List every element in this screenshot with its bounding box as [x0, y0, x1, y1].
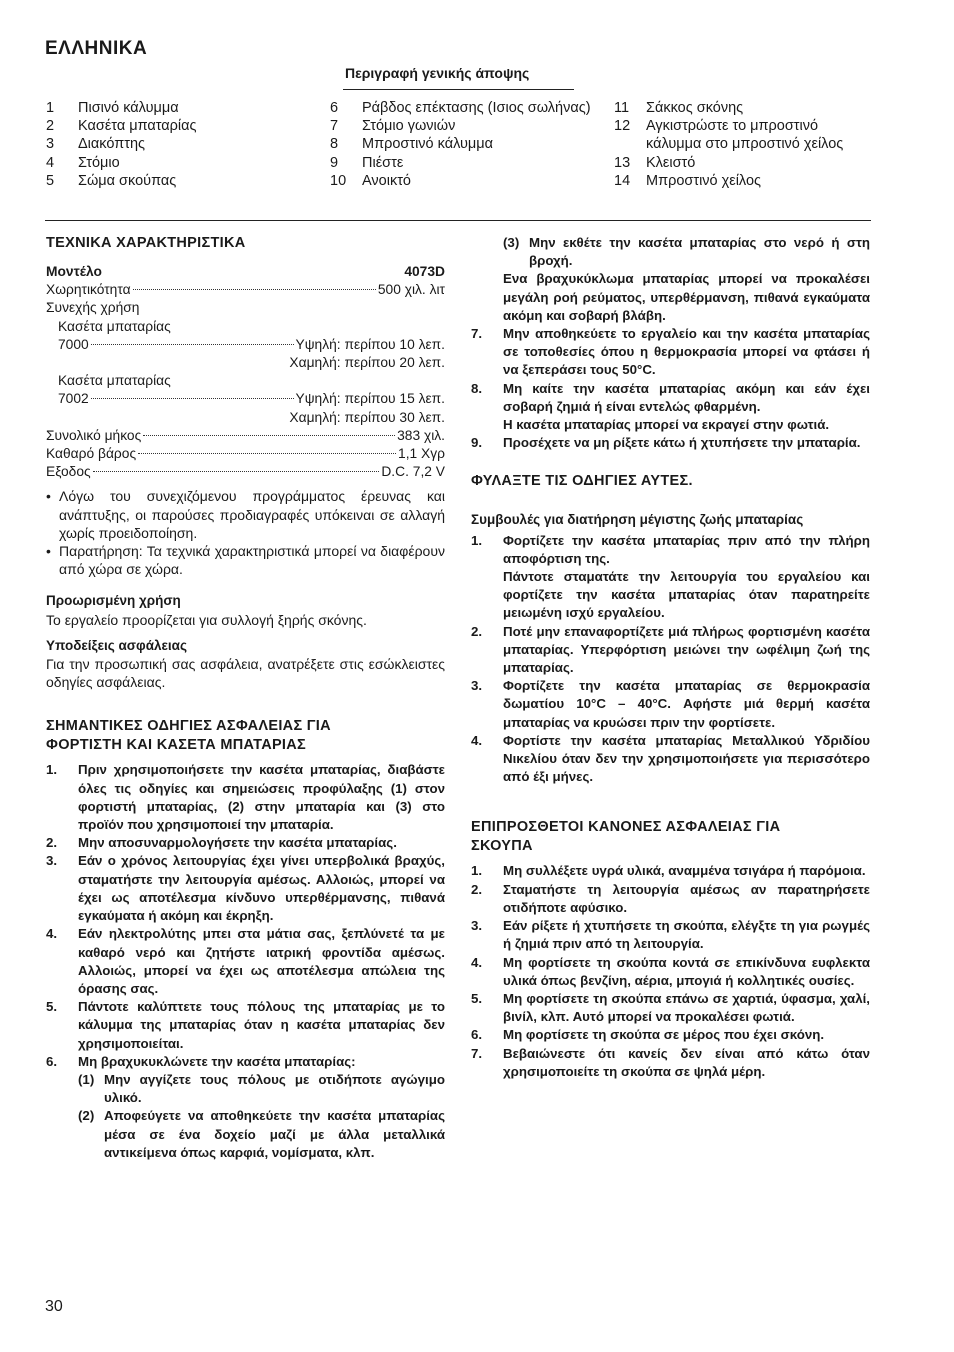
part-label: Πιέστε: [362, 154, 404, 171]
part-label: Στόμιο: [78, 154, 120, 171]
spec-capacity-value: 500 χιλ. λιτ: [377, 282, 445, 298]
spec-model-value: 4073D: [404, 264, 445, 279]
safety-hints-text: Για την προσωπική σας ασφάλεια, ανατρέξετε στις εσώκλειστες οδηγίες ασφάλειας.: [46, 656, 445, 691]
part-item: [614, 99, 874, 117]
list-item: 3. Εάν ρίξετε ή χτυπήσετε τη σκούπα, ελέγξτε τη για ρωγμές ή ζημιά πριν από τη λειτουργία.: [471, 918, 870, 952]
part-item: [330, 135, 600, 153]
spec-length-label: Συνολικό μήκος: [46, 427, 142, 443]
spec-length-row: [46, 427, 445, 445]
part-number: 1: [46, 100, 55, 116]
spec-capacity-row: [46, 281, 445, 299]
spec-note: • Λόγω του συνεχιζόμενου προγράμματος έρευνας και ανάπτυξης, οι παρούσες προδιαγραφές υπόκειναι σε αλλαγή χωρίς προειδοποίηση.: [46, 487, 445, 542]
tips-title: Συμβουλές για διατήρηση μέγιστης ζωής μπαταρίας: [471, 512, 804, 528]
specs-table: [46, 263, 445, 481]
spec-7000-label: 7000: [58, 336, 89, 352]
spec-7002-low: Χαμηλή: περίπου 30 λεπ.: [289, 409, 445, 425]
spec-length-value: 383 χιλ.: [397, 427, 445, 443]
important-heading-line1: ΣΗΜΑΝΤΙΚΕΣ ΟΔΗΓΙΕΣ ΑΣΦΑΛΕΙΑΣ ΓΙΑ: [46, 718, 331, 735]
part-label: Σώμα σκούπας: [78, 172, 177, 189]
leader-dots: [91, 398, 294, 399]
list-item: 1. Μη συλλέξετε υγρά υλικά, αναμμένα τσιγάρα ή παρόμοια.: [471, 863, 866, 879]
list-item: 1. Πριν χρησιμοποιήσετε την κασέτα μπαταρίας, διαβάστε όλες τις οδηγίες και σημειώσεις προφύλαξης (1) στον φορτιστή μπαταρίας, (2) στην μπαταρία και (3) στο προϊόν που χρησιμοποιεί την μπαταρία.: [46, 762, 445, 833]
safety-hints-title: Υποδείξεις ασφάλειας: [46, 637, 187, 653]
spec-continuous-label: Συνεχής χρήση: [46, 300, 140, 316]
list-item: 4. Φορτίστε την κασέτα μπαταρίας Μεταλλικού Υδριδίου Νικελίου όταν δεν την χρησιμοποιήσετε για περισσότερο από έξι μήνες.: [471, 732, 870, 785]
list-item: 7. Βεβαιώνεστε ότι κανείς δεν είναι από κάτω όταν χρησιμοποιείτε τη σκούπα σε ψηλά μέρη.: [471, 1045, 870, 1079]
list-item: 6. Μη φορτίσετε τη σκούπα σε μέρος που έχει σκόνη.: [471, 1027, 825, 1043]
list-item: 7. Μην αποθηκεύετε το εργαλείο και την κασέτα μπαταρίας σε τοποθεσίες όπου η θερμοκρασία μπορεί να φτάσει ή να ξεπεράσει τους 50°C.: [471, 326, 870, 378]
important-heading: [46, 717, 445, 755]
list-item: 5. Μη φορτίσετε τη σκούπα επάνω σε χαρτιά, ύφασμα, χαλί, βινίλ, κλπ. Αυτό μπορεί να προκαλέσει φωτιά.: [471, 990, 870, 1025]
spec-output-row: [46, 463, 445, 481]
list-item: 8. Μη καίτε την κασέτα μπαταρίας ακόμη και εάν έχει σοβαρή ζημιά ή είναι εντελώς φθαρμένη. Η κασέτα μπαταρίας μπορεί να εκραγεί στην φωτιά.: [471, 380, 870, 433]
list-item: 9. Προσέχετε να μη ρίξετε κάτω ή χτυπήσετε την μπαταρία.: [471, 435, 861, 451]
part-number: 11: [614, 100, 630, 116]
overview-underline: [343, 89, 574, 90]
list-item: 6. Μη βραχυκυκλώνετε την κασέτα μπαταρίας: (1) Μην αγγίζετε τους πόλους με οτιδήποτε αγώγιμο υλικό. (2) Αποφεύγετε να αποθηκεύετε την κασέτα μπαταρίας μέσα σε ένα δοχείο μαζί με άλλα μεταλλικά αντικείμενα όπως καρφιά, νομίσματα, κλπ.: [46, 1053, 445, 1162]
part-number: 3: [46, 136, 55, 153]
left-column: [46, 234, 445, 1162]
intended-use-text: Το εργαλείο προορίζεται για συλλογή ξηρής σκόνης.: [46, 611, 367, 628]
part-label: Στόμιο γωνιών: [362, 118, 456, 135]
part-item: [330, 99, 600, 117]
spec-7002-row: [46, 390, 445, 408]
leader-dots: [138, 453, 396, 454]
spec-7002-high: Υψηλή: περίπου 15 λεπ.: [295, 391, 445, 407]
part-number: 9: [330, 154, 339, 171]
list-item: 4. Μη φορτίσετε τη σκούπα κοντά σε επικίνδυνα ευφλεκτα υλικά όπως βενζίνη, αέρια, μπογιά ή κολλητικές ουσίες.: [471, 954, 870, 988]
right-column: [471, 234, 870, 1081]
part-label: Αγκιστρώστε το μπροστινό κάλυμμα στο μπροστινό χείλος: [646, 118, 844, 153]
spec-battery-label-2: Κασέτα μπαταρίας: [58, 373, 171, 389]
list-item: 4. Εάν ηλεκτρολύτης μπει στα μάτια σας, ξεπλύνετέ τα με καθαρό νερό και ζητήστε ιατρική φροντίδα αμέσως. Αλλοιώς, μπορεί να έχει ως αποτέλεσμα απώλεια της όρασης σας.: [46, 926, 445, 996]
intended-use-title: Προωρισμένη χρήση: [46, 593, 181, 609]
keep-heading: ΦΥΛΑΞΤΕ ΤΙΣ ΟΔΗΓΙΕΣ ΑΥΤΕΣ.: [471, 473, 693, 490]
part-label: Σάκκος σκόνης: [646, 100, 744, 116]
important-heading-line2: ΦΟΡΤΙΣΤΗ ΚΑΙ ΚΑΣΕΤΑ ΜΠΑΤΑΡΙΑΣ: [46, 737, 307, 754]
spec-weight-row: [46, 445, 445, 463]
sub-list: [503, 234, 870, 270]
spec-model-row: [46, 263, 445, 281]
additional-heading-line1: ΕΠΙΠΡΟΣΘΕΤΟΙ ΚΑΝΟΝΕΣ ΑΣΦΑΛΕΙΑΣ ΓΙΑ: [471, 819, 781, 836]
spec-7000-high: Υψηλή: περίπου 10 λεπ.: [295, 336, 445, 352]
part-item: [46, 135, 306, 153]
part-label: Πισινό κάλυμμα: [78, 100, 179, 116]
part-item: [46, 99, 306, 117]
tips-list: [471, 532, 870, 787]
list-item: 3. Φορτίζετε την κασέτα μπαταρίας σε θερμοκρασία δωματίου 10°C – 40°C. Αφήστε μιά θερμή κασέτα μπαταρίας να κρυώσει πριν την φορτίσετε.: [471, 678, 870, 730]
spec-note: • Παρατήρηση: Τα τεχνικά χαρακτηριστικά μπορεί να διαφέρουν από χώρα σε χώρα.: [46, 542, 445, 578]
spec-7000-row: [46, 336, 445, 354]
sub-list-item: (1) Μην αγγίζετε τους πόλους με οτιδήποτε αγώγιμο υλικό.: [78, 1071, 445, 1106]
part-item: [46, 172, 306, 190]
spec-notes: [46, 487, 445, 578]
part-number: 7: [330, 118, 339, 135]
part-label: Μπροστινό κάλυμμα: [362, 136, 494, 153]
part-item: [46, 154, 306, 172]
section-divider: [45, 220, 871, 221]
part-number: 2: [46, 118, 55, 135]
part-label: Κλειστό: [646, 154, 696, 171]
list-item: 2. Ποτέ μην επαναφορτίζετε μιά πλήρως φορτισμένη κασέτα μπαταρίας. Υπερφόρτιση μειώνει την ωφέλιμη ζωή της μπαταρίας.: [471, 623, 870, 676]
part-number: 12: [614, 118, 631, 135]
list-item: [471, 234, 870, 325]
part-item: [614, 172, 874, 190]
spec-capacity-label: Χωρητικότητα: [46, 282, 131, 298]
overview-title: Περιγραφή γενικής άποψης: [345, 65, 530, 81]
part-item: [330, 117, 600, 135]
sub-list: [78, 1071, 445, 1162]
additional-heading-line2: ΣΚΟΥΠΑ: [471, 838, 533, 855]
list-item: 5. Πάντοτε καλύπτετε τους πόλους της μπαταρίας με το κάλυμμα της μπαταρίας όταν η κασέτα μπαταρίας δεν χρησιμοποιείται.: [46, 999, 445, 1051]
part-number: 5: [46, 172, 55, 189]
list-item: 2. Μην αποσυναρμολογήσετε την κασέτα μπαταρίας.: [46, 835, 397, 851]
sub6-note: Ενα βραχυκύκλωμα μπαταρίας μπορεί να προκαλέσει μεγάλη ροή ρεύματος, υπερθέρμανση, πιθανά εγκαύματα ακόμη και σοβαρή βλάβη.: [503, 271, 870, 323]
part-label: Μπροστινό χείλος: [646, 172, 762, 189]
spec-7000-low: Χαμηλή: περίπου 20 λεπ.: [289, 355, 445, 371]
part-number: 8: [330, 136, 339, 153]
spec-output-label: Εξοδος: [46, 464, 91, 480]
part-number: 13: [614, 154, 631, 171]
part-label: Διακόπτης: [78, 136, 146, 153]
part-label: Κασέτα μπαταρίας: [78, 118, 197, 135]
spec-7002-label: 7002: [58, 391, 89, 407]
parts-list-col3: [614, 99, 874, 190]
spec-weight-label: Καθαρό βάρος: [46, 446, 137, 462]
leader-dots: [93, 471, 380, 472]
spec-output-value: D.C. 7,2 V: [381, 464, 445, 480]
spec-battery-label-1: Κασέτα μπαταρίας: [58, 318, 171, 334]
list-item: 3. Εάν ο χρόνος λειτουργίας έχει γίνει υπερβολικά βραχύς, σταματήστε την λειτουργία αμέσως. Αλλοιώς, μπορεί να έχει ως αποτέλεσμα κίνδυνο υπερθέρμανσης, πιθανά εγκαύματα ή ακόμη και έκρηξη.: [46, 853, 445, 924]
sub-list-item: (3) Μην εκθέτε την κασέτα μπαταρίας στο νερό ή στη βροχή.: [503, 235, 870, 269]
part-label: Ράβδος επέκτασης (Ισιος σωλήνας): [362, 100, 591, 116]
spec-model-label: Μοντέλο: [46, 264, 102, 279]
part-item: [330, 172, 600, 190]
leader-dots: [91, 344, 294, 345]
part-label: Ανοικτό: [362, 172, 411, 189]
parts-list-col2: [330, 99, 600, 190]
additional-heading: [471, 818, 870, 856]
list-item: 1. Φορτίζετε την κασέτα μπαταρίας πριν από την πλήρη αποφόρτιση της. Πάντοτε σταματάτε την λειτουργία του εργαλείου και φορτίζετε την κασέτα μπαταρίας όταν παρατηρείτε μειωμένη ισχύ εργαλείου.: [471, 532, 870, 621]
list-item: 2. Σταματήστε τη λειτουργία αμέσως αν παρατηρήσετε οτιδήποτε αφύσικο.: [471, 881, 870, 915]
part-item: [614, 117, 874, 153]
leader-dots: [143, 435, 395, 436]
part-number: 6: [330, 100, 339, 116]
language-heading: ΕΛΛΗΝΙΚΑ: [45, 38, 148, 59]
part-number: 14: [614, 172, 631, 189]
sub-list-item: (2) Αποφεύγετε να αποθηκεύετε την κασέτα μπαταρίας μέσα σε ένα δοχείο μαζί με άλλα μεταλλικά αντικείμενα όπως καρφιά, νομίσματα, κλπ.: [78, 1108, 445, 1160]
parts-list-col1: [46, 99, 306, 190]
part-item: [46, 117, 306, 135]
part-number: 10: [330, 172, 347, 189]
part-number: 4: [46, 154, 55, 171]
spec-weight-value: 1,1 Χγρ: [398, 446, 445, 462]
part-item: [614, 154, 874, 172]
part-item: [330, 154, 600, 172]
important-list: [46, 761, 445, 1161]
page-number: 30: [45, 1298, 63, 1315]
leader-dots: [133, 289, 376, 290]
additional-list: [471, 862, 870, 1080]
important-list-continued: [471, 234, 870, 452]
specs-heading: ΤΕΧΝΙΚΑ ΧΑΡΑΚΤΗΡΙΣΤΙΚΑ: [46, 235, 246, 251]
